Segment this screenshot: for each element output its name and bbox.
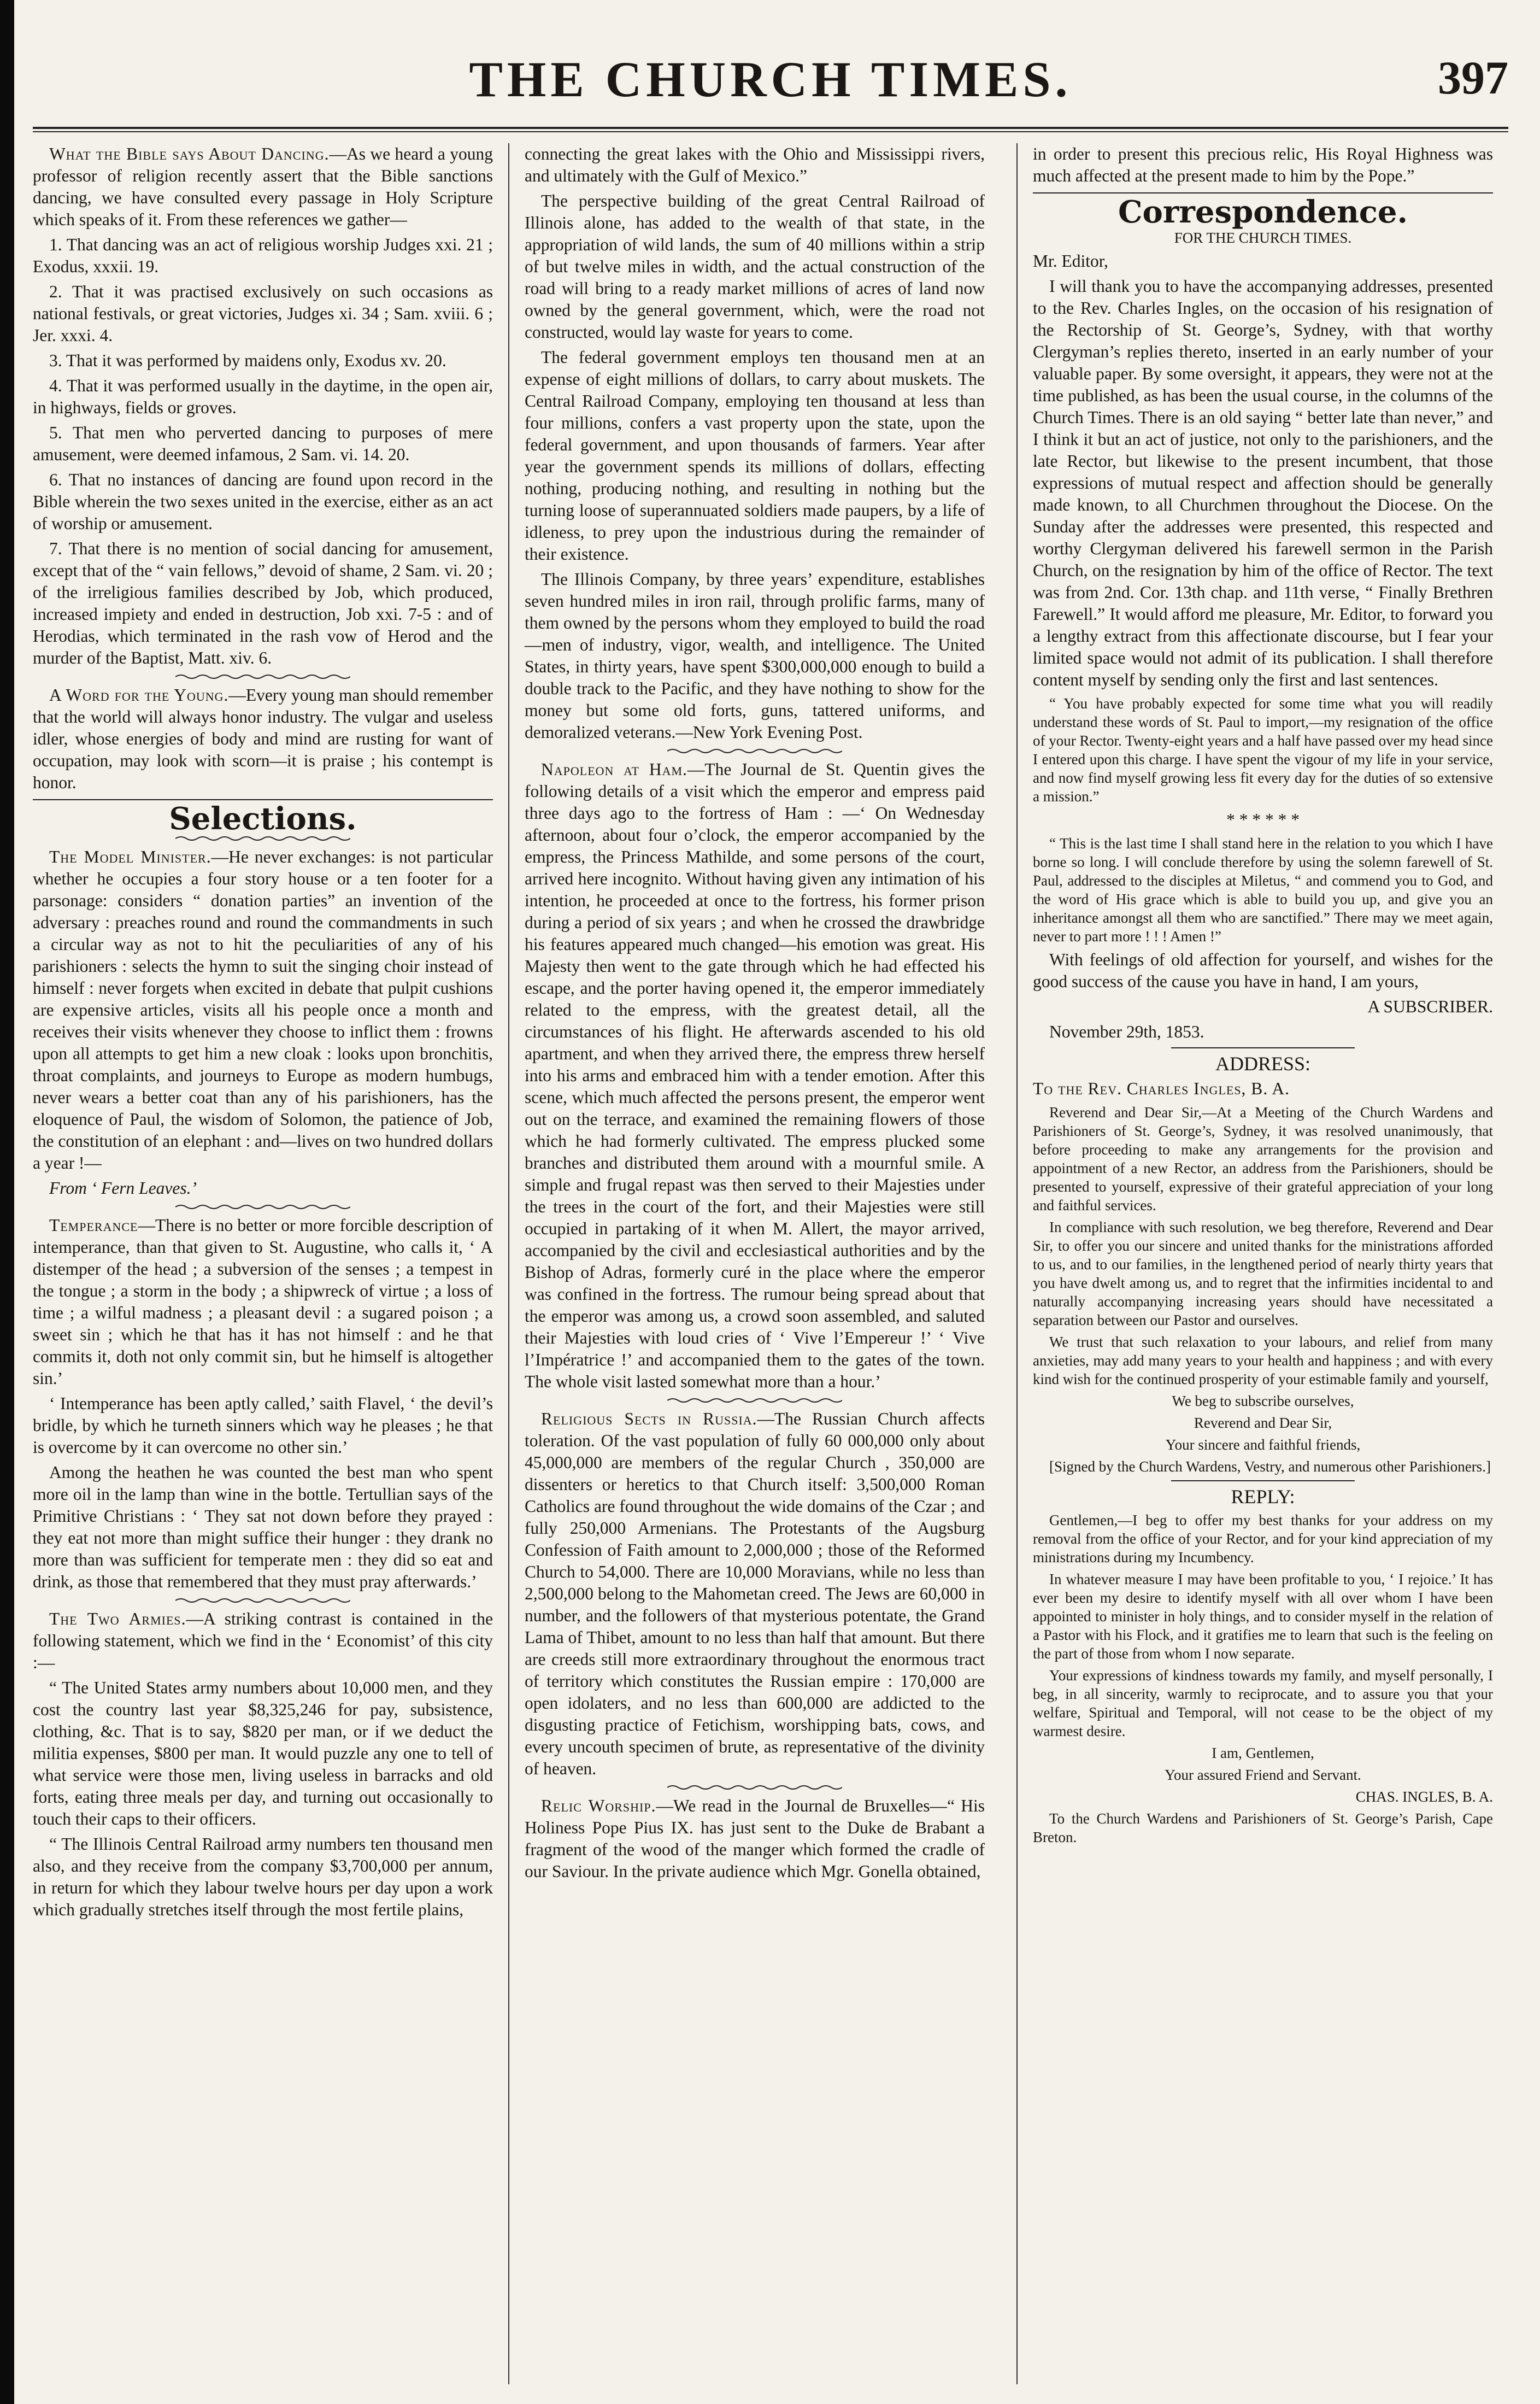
section-subtitle: FOR THE CHURCH TIMES.: [1174, 230, 1352, 246]
reply-text: Gentlemen,—I beg to offer my best thanks for your address on my removal from the office of your Rector, and for your kind appreciation of my ministrations during my Incumbency.: [1033, 1512, 1493, 1565]
separator-ornament: [667, 748, 842, 754]
column-2: [525, 143, 985, 1886]
article-napoleon: [525, 759, 985, 1393]
reply-closing: I am, Gentlemen,: [1212, 1745, 1314, 1761]
salutation: Mr. Editor,: [1033, 251, 1108, 271]
article-source: From ‘ Fern Leaves.’: [49, 1178, 197, 1198]
article-text: The Illinois Company, by three years’ expenditure, establishes seven hundred miles in iron rail, through prolific farms, many of them owned by the persons whom they employed to build the road—men of industry, vigor, wealth, and intelligence. The United States, in thirty years, have spent $300,000,000 enough to build a double track to the Pacific, and they have nothing to show for the money but some old forts, guns, tattered uniforms, and demoralized veterans.—New York Evening Post.: [525, 570, 985, 742]
separator-ornament: [667, 1784, 842, 1791]
article-text: in order to present this precious relic, His Royal Highness was much affected at the present made to him by the Pope.”: [1033, 144, 1493, 185]
article-text: The perspective building of the great Central Railroad of Illinois alone, has added to the wealth of that state, in the appropriation of wild lands, the sum of 40 millions within a strip of but twelve miles in width, and the actual construction of the road will bring to a ready market millions of acres of land now owned by the general government, which, were the road not constructed, would lay waste for years to come.: [525, 191, 985, 342]
article-dancing: [33, 143, 493, 231]
letter-text: With feelings of old affection for yourself, and wishes for the good success of the cause you have in hand, I am yours,: [1033, 950, 1493, 991]
article-model-minister: [33, 846, 493, 1174]
article-text: connecting the great lakes with the Ohio and Mississippi rivers, and ultimately with the Gulf of Mexico.”: [525, 144, 985, 185]
address-recipient: To the Rev. Charles Ingles, B. A.: [1033, 1079, 1290, 1098]
section-title-selections: Selections.: [169, 801, 357, 837]
reply-closing: Your assured Friend and Servant.: [1165, 1767, 1361, 1783]
article-text: —There is no better or more forcible description of intemperance, than that given to St. Augustine, who calls it, ‘ A distemper of the head ; a subversion of the senses ; a tempest in the tongue ; a storm in the body ; a shipwreck of virtue ; a loss of time ; a wilful madness ; a pleasant devil : a sugared poison ; a sweet sin ; which he that has it has not himself : and he that commits it, doth not only commit sin, but he himself is altogether sin.’: [33, 1216, 493, 1388]
article-text: —As we heard a young professor of religion recently assert that the Bible sanctions dancing, we have consulted every passage in Holy Scripture which speaks of it. From these references we gather—: [33, 144, 493, 229]
newspaper-title: THE CHURCH TIMES.: [469, 51, 1072, 107]
article-text: —The Journal de St. Quentin gives the following details of a visit which the emperor and empress paid three days ago to the fortress of Ham : —‘ On Wednesday afternoon, about four o’clock, the emperor accompanied by the empress, the Princess Mathilde, and some persons of the court, arrived here incognito. Without having given any intimation of his intention, he proceeded at once to the fortress, his former prison during a period of six years ; and when he crossed the drawbridge his features appeared much changed—his emotion was great. His Majesty then went to the gate through which he had effected his escape, and the porter having opened it, the emperor immediately related to the empress, with the greatest detail, all the circumstances of his flight. He afterwards ascended to his old apartment, and when they arrived there, the empress threw herself into his arms and embraced him with a tender emotion. After this scene, which much affected the persons present, the emperor went out on the terrace, and examined the remaining flowers of those which he had formerly cultivated. The empress plucked some branches and distributed them around with a mournful smile. A simple and frugal repast was then served to their Majesties under the trees in the court of the fort, and their Majesties were still occupied in partaking of it when M. Allert, the mayor arrived, accompanied by the civil and ecclesiastical authorities and by the Bishop of Adras, formerly curé in the place where the emperor was confined in the fortress. The rumour being spread about that the emperor was among us, a crowd soon assembled, and saluted their Majesties with loud cries of ‘ Vive l’Empereur !’ ‘ Vive l’Impératrice !’ and accompanied them to the gates of the town. The whole visit lasted somewhat more than a hour.’: [525, 760, 985, 1391]
article-text: Among the heathen he was counted the best man who spent more oil in the lamp than wine in the bottle. Tertullian says of the Primitive Christians : ‘ They sat not down before they prayed : they eat not more than might suffice their hunger : they drank no more than was sufficient for temperate men : they did so eat and drink, as those that remembered that they must pray afterwards.’: [33, 1463, 493, 1591]
article-young: [33, 684, 493, 794]
reply-title: REPLY:: [1231, 1486, 1295, 1508]
section-rule: [1171, 1047, 1355, 1048]
letter-signature: A SUBSCRIBER.: [1367, 997, 1493, 1016]
section-title-correspondence: Correspondence.: [1118, 194, 1408, 230]
column-rule-2: [1016, 143, 1018, 2384]
list-item: 2. That it was practised exclusively on such occasions as national festivals, or great victories, Judges xi. 34 ; Sam. xviii. 6 ; Jer. xxxi. 4.: [33, 282, 493, 345]
article-text: —He never exchanges: is not particular whether he occupies a four story house or a ten footer for a parsonage: considers “ donation parties” an invention of the adversary : preaches round and round the commandments in such a circular way as not to hit the peculiarities of any of his parishioners : selects the hymn to suit the singing choir instead of himself : never forgets when excited in debate that pulpit cushions are expensive articles, visits all his people once a month and receives their visits whenever they choose to inflict them : frowns upon all attempts to get him a new cloak : looks upon bronchitis, throat complaints, and journeys to Europe as modern humbugs, never wears a better coat than any of his parishioners, has the eloquence of Paul, the wisdom of Solomon, the patience of Job, the constitution of an elephant : and—lives on two hundred dollars a year !—: [33, 847, 493, 1172]
masthead-rule-thin: [33, 131, 1508, 132]
list-item: 4. That it was performed usually in the daytime, in the open air, in highways, fields or groves.: [33, 376, 493, 417]
article-heading: Napoleon at Ham.: [541, 760, 687, 779]
list-item: 5. That men who perverted dancing to purposes of mere amusement, were deemed infamous, 2 Sam. vi. 14. 20.: [33, 423, 493, 464]
column-rule-1: [508, 143, 509, 2384]
address-closing: Reverend and Dear Sir,: [1194, 1415, 1332, 1431]
address-closing: Your sincere and faithful friends,: [1165, 1436, 1361, 1453]
reply-text: In whatever measure I may have been profitable to you, ‘ I rejoice.’ It has ever been my desire to identify myself with all over whom I have been appointed to minister in holy things, and to consider myself in the relation of a Pastor with his Flock, and it gratifies me to learn that such is the feeling on the part of those from whom I now separate.: [1033, 1571, 1493, 1662]
article-text: “ The Illinois Central Railroad army numbers ten thousand men also, and they receive from the company $3,700,000 per annum, in return for which they labour twelve hours per day upon a work which gradually stretches itself through the most fertile plains,: [33, 1834, 493, 1919]
article-text: —We read in the Journal de Bruxelles—“ His Holiness Pope Pius IX. has just sent to the Duke de Brabant a fragment of the wood of the manger which formed the cradle of our Saviour. In the private audience which Mgr. Gonella obtained,: [525, 1796, 985, 1881]
article-text: The federal government employs ten thousand men at an expense of eight millions of dollars, to carry about muskets. The Central Railroad Company, employing ten thousand at less than four millions, confers a vast property upon the state, upon the federal government, and upon thousands of farmers. Year after year the government spends its millions of dollars, effecting nothing, producing nothing, and resulting in nothing but the turning loose of superannuated soldiers made paupers, by a life of idleness, to prey upon the industrious during the remainder of their existence.: [525, 348, 985, 564]
article-text: “ The United States army numbers about 10,000 men, and they cost the country last year $8,325,246 for pay, subsistence, clothing, &c. That is to say, $820 per man, or if we deduct the militia expenses, $800 per man. It would puzzle any one to tell of what service were those men, living useless in barracks and old forts, eating three meals per day, and turning out occasionally to touch their caps to their officers.: [33, 1678, 493, 1828]
article-text: —The Russian Church affects toleration. Of the vast population of fully 60 000,000 only about 45,000,000 are members of the regular Church , 350,000 are dissenters or heretics to that Church itself: 3,500,000 Roman Catholics are found throughout the wide domains of the Czar ; and fully 250,000 Armenians. The Protestants of the Augsburg Confession of Faith amount to 2,000,000 ; those of the Reformed Church to 54,000. There are 10,000 Moravians, while no less than 2,500,000 belong to the Mahometan creed. The Jews are 60,000 in number, and the followers of that mysterious potentate, the Grand Lama of Thibet, amount to no less than half that amount. But there are creeds still more extraordinary throughout the enormous tract of territory which constitutes the Russian empire : 170,000 are open idolaters, and no less than 600,000 are addicted to the disgusting practice of Fetichism, worshipping bats, cows, and every uncouth specimen of brute, as representative of the divinity of heaven.: [525, 1409, 985, 1778]
list-item: 3. That it was performed by maidens only, Exodus xv. 20.: [49, 351, 446, 370]
article-religious-sects: [525, 1408, 985, 1780]
column-3: [1033, 143, 1493, 1850]
address-title: ADDRESS:: [1215, 1053, 1311, 1075]
letter-quote: “ You have probably expected for some time what you will readily understand these words of St. Paul to import,—my resignation of the office of your Rector. Twenty-eight years and a half have passed over my head since I entered upon this charge. I have spent the vigour of my life in your service, and now find myself growing less fit every day for the duties of so extensive a mission.”: [1033, 695, 1493, 805]
article-temperance: [33, 1215, 493, 1389]
list-item: 1. That dancing was an act of religious worship Judges xxi. 21 ; Exodus, xxxii. 19.: [33, 235, 493, 276]
article-heading: Temperance: [49, 1216, 138, 1235]
separator-ornament: [175, 1204, 350, 1210]
reply-text: Your expressions of kindness towards my family, and myself personally, I beg, in all sincerity, warmly to reciprocate, and to assure you that your welfare, Spiritual and Temporal, will not cease to be the object of my warmest desire.: [1033, 1667, 1493, 1739]
address-signed: [Signed by the Church Wardens, Vestry, and numerous other Parishioners.]: [1049, 1458, 1491, 1475]
article-heading: The Model Minister.: [49, 847, 211, 866]
letter-date: November 29th, 1853.: [1049, 1022, 1204, 1041]
list-item: 7. That there is no mention of social dancing for amusement, except that of the “ vain fellows,” devoid of shame, 2 Sam. vi. 20 ; of the irreligious families described by Job, which produced, increased impiety and ended in destruction, Job xxi. 7-5 : and of Herodias, which terminated in the rash vow of Herod and the murder of the Baptist, Matt. xiv. 6.: [33, 539, 493, 667]
article-text: —Every young man should remember that the world will always honor industry. The vulgar and useless idler, whose energies of body and mind are rusting for want of occupation, may look with scorn—it is praise ; his contempt is honor.: [33, 685, 493, 792]
article-heading: The Two Armies.: [49, 1609, 186, 1628]
article-heading: A Word for the Young.: [49, 685, 229, 705]
address-text: In compliance with such resolution, we beg therefore, Reverend and Dear Sir, to offer you our sincere and united thanks for the ministrations afforded to us, and to our families, in the lengthened period of nearly thirty years that you have dwelt among us, and to regret that the infirmities incidental to and naturally accompanying increasing years should have necessitated a separation between our Pastor and ourselves.: [1033, 1219, 1493, 1328]
address-closing: We beg to subscribe ourselves,: [1172, 1393, 1354, 1409]
section-rule: [1033, 192, 1493, 194]
masthead: [33, 50, 1508, 116]
separator-ornament: [175, 1597, 350, 1604]
address-text: Reverend and Dear Sir,—At a Meeting of the Church Wardens and Parishioners of St. George’s, Sydney, it was resolved unanimously, that before proceeding to make any arrangements for the provision and appointment of a new Rector, an address from the Parishioners, should be presented to yourself, expressive of their grateful appreciation of your long and faithful services.: [1033, 1104, 1493, 1213]
article-text: ‘ Intemperance has been aptly called,’ saith Flavel, ‘ the devil’s bridle, by which he turneth sinners which way he pleases ; he that is overcome by it can overcome no other sin.’: [33, 1394, 493, 1457]
letter-quote: “ This is the last time I shall stand here in the relation to you which I have borne so long. I will conclude therefore by using the solemn farewell of St. Paul, addressed to the disciples at Miletus, “ and commend you to God, and the word of His grace which is able to build you up, and give you an inheritance amongst all them who are sanctified.” There may we meet again, never to part more ! ! ! Amen !”: [1033, 835, 1493, 945]
letter-text: I will thank you to have the accompanying addresses, presented to the Rev. Charles Ingles, on the occasion of his resignation of the Rectorship of St. George’s, Sydney, with that worthy Clergyman’s replies thereto, inserted in an early number of your valuable paper. By some oversight, it appears, they were not at the time published, as has been the usual course, in the columns of the Church Times. There is an old saying “ better late than never,” and I think it but an act of justice, not only to the parishioners, and the late Rector, but likewise to the present incumbent, that those expressions of mutual respect and affection should be generally made known, to all Churchmen throughout the Diocese. On the Sunday after the addresses were presented, this respected and worthy Clergyman delivered his farewell sermon in the Parish Church, on the resignation by him of the office of Rector. The text was from 2nd. Cor. 13th chap. and 11th verse, “ Finally Brethren Farewell.” It would afford me pleasure, Mr. Editor, to forward you a lengthy extract from this affectionate discourse, but I fear your limited space would not admit of its publication. I shall therefore content myself by sending only the first and last sentences.: [1033, 277, 1493, 689]
article-heading: What the Bible says About Dancing.: [49, 144, 330, 163]
article-relic-worship: [525, 1795, 985, 1883]
page-number: 397: [1438, 51, 1508, 104]
article-heading: Religious Sects in Russia.: [541, 1409, 757, 1428]
column-1: [33, 143, 493, 1924]
list-item: 6. That no instances of dancing are found upon record in the Bible wherein the two sexes united in the exercise, either as an act of worship or amusement.: [33, 470, 493, 533]
address-text: We trust that such relaxation to your labours, and relief from many anxieties, may add many years to your health and happiness ; and with every kind wish for the continued prosperity of your estimable family and yourself,: [1033, 1334, 1493, 1387]
masthead-rule: [33, 127, 1508, 129]
page-binding-edge: [0, 0, 14, 2404]
reply-recipient: To the Church Wardens and Parishioners of St. George’s Parish, Cape Breton.: [1033, 1810, 1493, 1845]
section-rule: [1171, 1480, 1355, 1481]
newspaper-page: [33, 0, 1508, 2404]
article-text: —A striking contrast is contained in the following statement, which we find in the ‘ Economist’ of this city :—: [33, 1609, 493, 1672]
stars-separator: * * * * * *: [1226, 810, 1300, 829]
separator-ornament: [175, 673, 350, 680]
article-heading: Relic Worship.: [541, 1796, 656, 1815]
reply-signature: CHAS. INGLES, B. A.: [1355, 1789, 1493, 1805]
article-two-armies: [33, 1608, 493, 1674]
separator-ornament: [667, 1397, 842, 1404]
section-rule: [33, 799, 493, 800]
